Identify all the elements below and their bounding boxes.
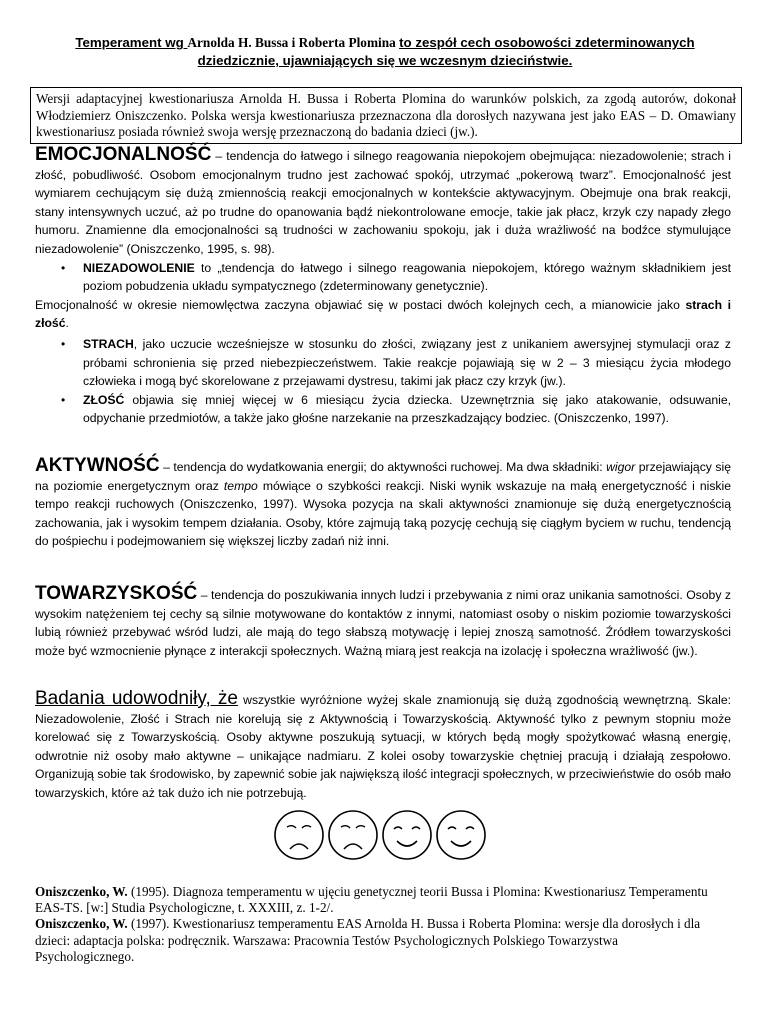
- heading-emocjonalnosc: EMOCJONALNOŚĆ: [35, 144, 212, 165]
- title-prefix: Temperament wg: [75, 35, 188, 50]
- heading-badania: Badania udowodniły, że: [35, 688, 238, 709]
- reference-text: (1997). Kwestionariusz temperamentu EAS Arnolda H. Bussa i Roberta Plomina: wersje dla dorosłych i dla dzieci: adaptacja polska: podręcznik. Warszawa: Pracownia Testów Psychologicznych Polskiego Towarzystwa Psychologicznego.: [35, 916, 701, 964]
- list-item: [83, 335, 731, 391]
- reference-item: [35, 916, 715, 965]
- aktywnosc-text-2: przejawiający się na poziomie energetycznym oraz: [35, 460, 731, 493]
- heading-towarzyskosc: TOWARZYSKOŚĆ: [35, 583, 198, 604]
- list-item: [83, 391, 731, 428]
- mood-faces: [273, 809, 488, 861]
- title-authors: Arnolda H. Bussa i Roberta Plomina: [187, 35, 396, 50]
- zlosc-text: objawia się mniej więcej w 6 miesiącu życia dziecka. Uzewnętrznia się jako atakowanie, odsuwanie, odpychanie przedmiotów, a także jako głośne narzekanie na przeszkadzający bodziec. (Oniszczenko, 1997).: [83, 392, 731, 426]
- happy-face-icon: [383, 811, 431, 859]
- aktywnosc-wigor: wigor: [606, 460, 636, 474]
- section-emocjonalnosc: [35, 145, 731, 428]
- list-item: [83, 259, 731, 296]
- reference-author: Oniszczenko, W.: [35, 884, 128, 899]
- emocjonalnosc-list-2: [35, 335, 731, 428]
- term-zlosc: ZŁOŚĆ: [83, 392, 125, 407]
- reference-item: [35, 884, 715, 916]
- aktywnosc-tempo: tempo: [223, 478, 258, 493]
- section-badania: [35, 689, 731, 803]
- intro-box: Wersji adaptacyjnej kwestionariusza Arnolda H. Bussa i Roberta Plomina do warunków polskich, za zgodą autorów, dokonał Włodziemierz Oniszczenko. Polska wersja kwestionariusza przeznaczona dla dorosłych nazywana jest jako EAS – D. Omawiany kwestionariusz posiada również swoja wersję przeznaczoną do badania dzieci (jw.).: [30, 87, 742, 144]
- sad-face-icon: [275, 811, 323, 859]
- section-towarzyskosc: [35, 584, 731, 660]
- emocjonalnosc-middle: [35, 296, 731, 333]
- sad-face-icon: [329, 811, 377, 859]
- niezadowolenie-text: to „tendencja do łatwego i silnego reagowania niepokojem, którego ważnym składnikiem jest poziom pobudzenia układu sympatycznego (zdeterminowany genetycznie).: [83, 260, 731, 294]
- middle-bold: strach i złość: [35, 297, 731, 331]
- title-line1: to zespół cech osobowości zdeterminowanych: [399, 35, 695, 50]
- references: [35, 884, 715, 965]
- reference-author: Oniszczenko, W.: [35, 916, 128, 932]
- towarzyskosc-text: – tendencja do poszukiwania innych ludzi i przebywania z nimi oraz unikania samotności. Osoby z wysokim natężeniem tej cechy są silnie motywowane do kontaktów z innymi, natomiast osoby o niskim poziomie towarzyskości lubią również przebywać wśród ludzi, ale mają do tego słabszą motywację i lepiej znoszą samotność. Źródłem towarzyskości może być wzmocnienie płynące z interakcji społecznych. Ważną miarą jest reakcja na izolację i społeczna wrażliwość (jw.).: [35, 588, 731, 658]
- title-line2: dziedzicznie, ujawniających się we wczesnym dzieciństwie.: [197, 53, 573, 68]
- emocjonalnosc-list-1: [35, 259, 731, 296]
- badania-text: wszystkie wyróżnione wyżej skale znamionują się dużą zgodnością wewnętrzną. Skale: Niezadowolenie, Złość i Strach nie korelują się z Aktywnością i Towarzyskością. Aktywność tylko z pewnym stopniu może korelować się z Towarzyskością. Osoby aktywne poszukują sytuacji, w których będą mogły spożytkować własną energię, odwrotnie niż osoby mało aktywne – unikające nadmiaru. Z kolei osoby towarzyskie chętniej pracują i działają zespołowo. Organizują sobie tak środowisko, by zapewnić sobie jak największą ilość integracji społecznych, w przeciwieństwie do osób mało towarzyskich, które aż tak dużo ich nie potrzebują.: [35, 693, 731, 800]
- term-strach: STRACH: [83, 336, 134, 351]
- reference-text: (1995). Diagnoza temperamentu w ujęciu genetycznej teorii Bussa i Plomina: Kwestionariusz Temperamentu EAS-TS. [w:] Studia Psychologiczne, t. XXXIII, z. 1-2/.: [35, 884, 708, 916]
- section-aktywnosc: [35, 456, 731, 551]
- strach-text: , jako uczucie wcześniejsze w stosunku do złości, związany jest z unikaniem awersyjnej stymulacji oraz z próbami schronienia się przed niebezpieczeństwem. Takie reakcje pojawiają się w 2 – 3 miesiącu życia młodego człowieka i mogą być skorelowane z przejawami dystresu, takimi jak płacz czy krzyk (jw.).: [83, 336, 731, 389]
- aktywnosc-text-3: mówiące o szybkości reakcji. Niski wynik wskazuje na małą energetyczność i niskie tempo reakcji ruchowych (Oniszczenko, 1997). Wysoka pozycja na skali aktywności znamionuje się dużą energetycznością zachowania, jak i wysokim tempem działania. Osoby, które zajmują taką pozycję cechują się ciągłym byciem w ruchu, tendencją do pośpiechu i podejmowaniem się większej liczby zadań niż inni.: [35, 478, 731, 549]
- middle-end: .: [65, 316, 69, 331]
- term-niezadowolenie: NIEZADOWOLENIE: [83, 260, 195, 275]
- aktywnosc-text-1: – tendencja do wydatkowania energii; do aktywności ruchowej. Ma dwa składniki:: [159, 460, 607, 474]
- page-title: [40, 34, 730, 70]
- happy-face-icon: [437, 811, 485, 859]
- middle-text: Emocjonalność w okresie niemowlęctwa zaczyna objawiać się w postaci dwóch kolejnych cech, a mianowicie jako: [35, 297, 686, 312]
- heading-aktywnosc: AKTYWNOŚĆ: [35, 455, 160, 476]
- emocjonalnosc-text: – tendencja do łatwego i silnego reagowania niepokojem obejmująca: niezadowolenie; strach i złość, pobudliwość. Osobom emocjonalnym trudno jest zachować spokój, utrzymać „pokerową twarz”. Emocjonalność jest wymiarem cechującym się dużą zmiennością reakcji emocjonalnych w kontekście aktywacyjnym. Obejmuje ona brak reakcji, stany intensywnych uczuć, aż po trudne do opanowania bądź niekontrolowane emocje, takie jak płacz, krzyk czy napady złego humoru. Znamienne dla emocjonalności są trudności w zachowaniu spokoju, jak i duża wrażliwość na bodźce stymulujące niezadowolenie” (Oniszczenko, 1995, s. 98).: [35, 149, 731, 256]
